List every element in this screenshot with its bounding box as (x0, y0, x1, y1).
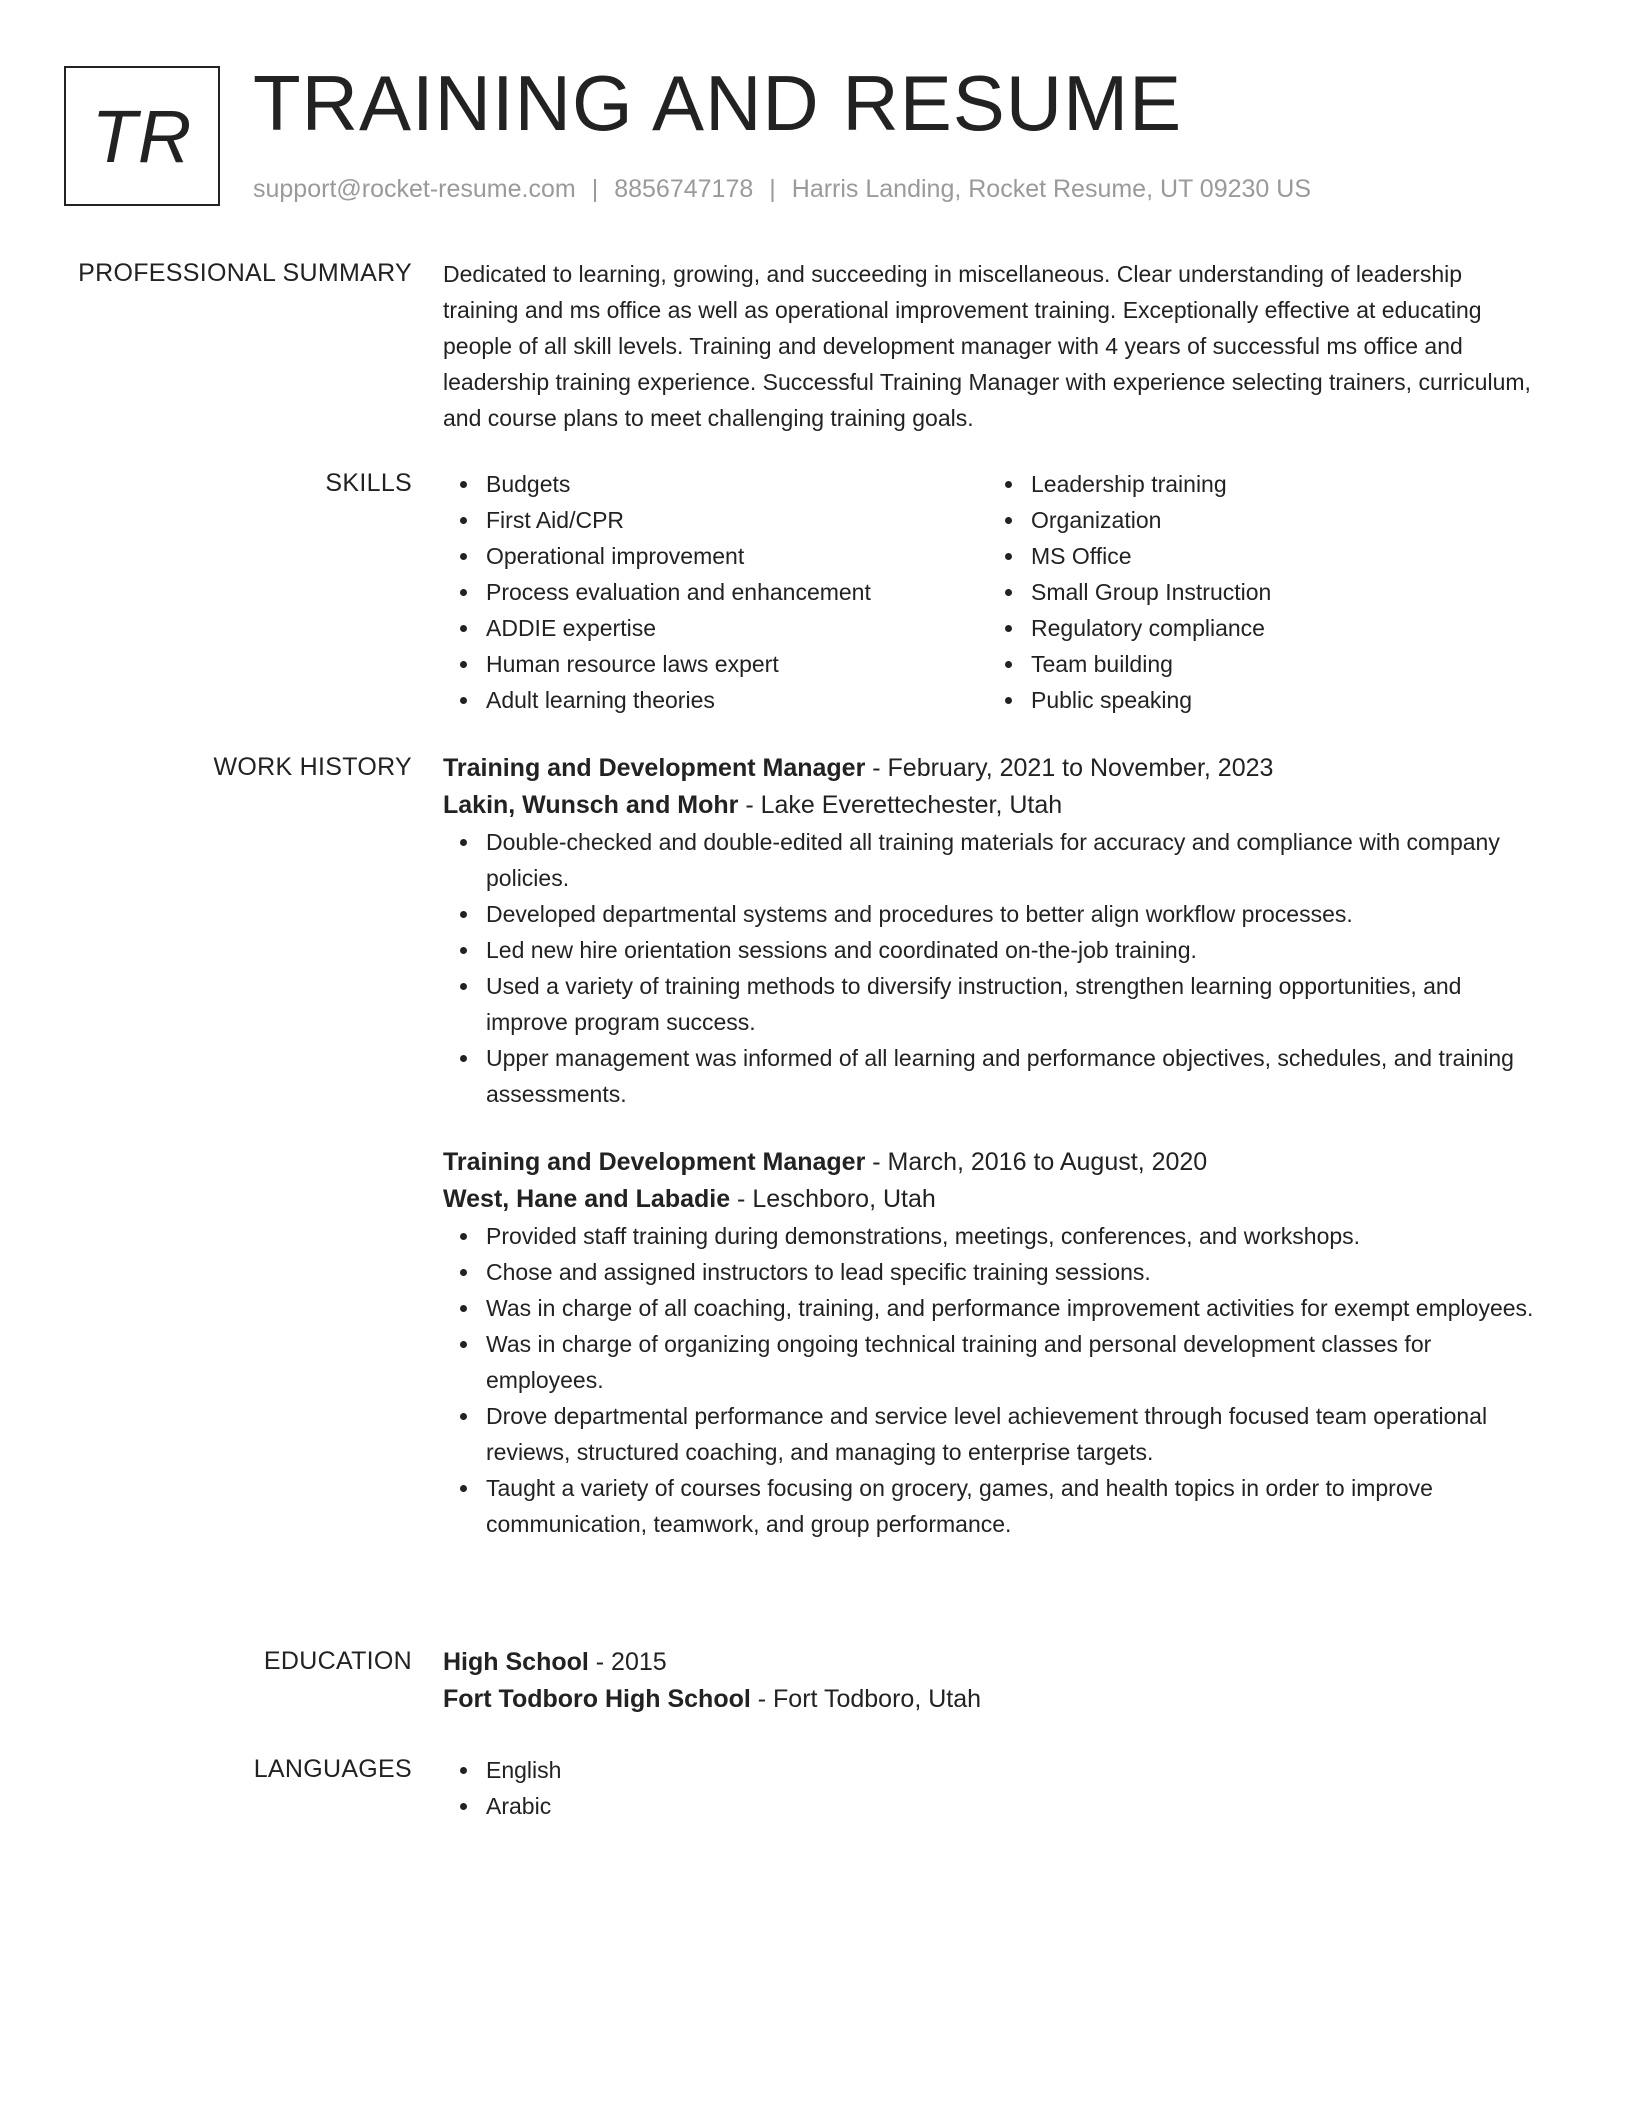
job-location: - Leschboro, Utah (730, 1185, 936, 1213)
job-bullet: Was in charge of organizing ongoing technical training and personal development classes for employees. (486, 1326, 1543, 1398)
section-label-skills: SKILLS (325, 469, 412, 497)
skills-list-left (443, 466, 988, 718)
contact-phone: 8856747178 (614, 175, 754, 203)
work-history-body (443, 750, 1543, 1542)
education-year: - 2015 (588, 1648, 667, 1676)
job-bullet: Provided staff training during demonstrations, meetings, conferences, and workshops. (486, 1218, 1543, 1254)
summary-text: Dedicated to learning, growing, and succeeding in miscellaneous. Clear understanding of leadership training and ms office as well as operational improvement training. Exceptionally effective at educating people of all skill levels. Training and development manager with 4 years of successful ms office and leadership training experience. Successful Training Manager with experience selecting trainers, curriculum, and course plans to meet challenging training goals. (443, 261, 1531, 431)
job-title: Training and Development Manager (443, 754, 866, 782)
job-dates: - March, 2016 to August, 2020 (865, 1148, 1208, 1176)
languages-list (443, 1752, 1543, 1824)
job-title: Training and Development Manager (443, 1148, 866, 1176)
skill-item: Small Group Instruction (1031, 574, 1533, 610)
job-title-line (443, 750, 1543, 787)
section-label-work-history: WORK HISTORY (213, 753, 412, 781)
contact-email: support@rocket-resume.com (253, 175, 576, 203)
languages-body (443, 1752, 1543, 1824)
skills-body (443, 466, 1543, 718)
job-entry (443, 1144, 1543, 1542)
education-school: Fort Todboro High School (443, 1685, 751, 1713)
education-location: - Fort Todboro, Utah (750, 1685, 982, 1713)
skill-item: Process evaluation and enhancement (486, 574, 988, 610)
job-bullet: Upper management was informed of all learning and performance objectives, schedules, and training assessments. (486, 1040, 1543, 1112)
skill-item: First Aid/CPR (486, 502, 988, 538)
job-company: West, Hane and Labadie (443, 1185, 731, 1213)
job-bullet: Developed departmental systems and procedures to better align workflow processes. (486, 896, 1543, 932)
skill-item: MS Office (1031, 538, 1533, 574)
contact-separator: | (769, 175, 776, 203)
monogram-initials: TR (91, 94, 193, 178)
job-company-line (443, 1181, 1543, 1218)
skill-item: ADDIE expertise (486, 610, 988, 646)
job-bullet-list (443, 1218, 1543, 1542)
skill-item: Adult learning theories (486, 682, 988, 718)
job-dates: - February, 2021 to November, 2023 (865, 754, 1274, 782)
section-label-summary: PROFESSIONAL SUMMARY (78, 259, 412, 287)
job-bullet: Was in charge of all coaching, training, and performance improvement activities for exempt employees. (486, 1290, 1543, 1326)
resume-name: TRAINING AND RESUME (253, 59, 1183, 147)
skill-item: Public speaking (1031, 682, 1533, 718)
job-company-line (443, 787, 1543, 824)
language-item: English (486, 1752, 1543, 1788)
job-bullet: Drove departmental performance and service level achievement through focused team operational reviews, structured coaching, and managing to enterprise targets. (486, 1398, 1543, 1470)
job-bullet: Chose and assigned instructors to lead specific training sessions. (486, 1254, 1543, 1290)
skills-column-right (988, 466, 1533, 718)
job-entry (443, 750, 1543, 1112)
language-item: Arabic (486, 1788, 1543, 1824)
skills-list-right (988, 466, 1533, 718)
education-body (443, 1644, 1543, 1718)
contact-line (253, 174, 1311, 204)
contact-address: Harris Landing, Rocket Resume, UT 09230 US (791, 175, 1311, 203)
section-label-languages: LANGUAGES (253, 1755, 412, 1783)
skill-item: Human resource laws expert (486, 646, 988, 682)
skill-item: Budgets (486, 466, 988, 502)
education-school-line (443, 1681, 1543, 1718)
education-degree-line (443, 1644, 1543, 1681)
skill-item: Organization (1031, 502, 1533, 538)
skill-item: Regulatory compliance (1031, 610, 1533, 646)
summary-body (443, 256, 1543, 436)
skill-item: Leadership training (1031, 466, 1533, 502)
section-label-education: EDUCATION (263, 1647, 412, 1675)
job-bullet: Taught a variety of courses focusing on grocery, games, and health topics in order to improve communication, teamwork, and group performance. (486, 1470, 1543, 1542)
skill-item: Operational improvement (486, 538, 988, 574)
job-title-line (443, 1144, 1543, 1181)
job-company: Lakin, Wunsch and Mohr (443, 791, 739, 819)
education-degree: High School (443, 1648, 589, 1676)
job-bullet: Used a variety of training methods to diversify instruction, strengthen learning opportunities, and improve program success. (486, 968, 1543, 1040)
skill-item: Team building (1031, 646, 1533, 682)
contact-separator: | (591, 175, 599, 203)
job-bullet: Double-checked and double-edited all training materials for accuracy and compliance with company policies. (486, 824, 1543, 896)
job-location: - Lake Everettechester, Utah (738, 791, 1063, 819)
job-bullet-list (443, 824, 1543, 1112)
skills-column-left (443, 466, 988, 718)
monogram-box (64, 66, 220, 206)
job-bullet: Led new hire orientation sessions and coordinated on-the-job training. (486, 932, 1543, 968)
